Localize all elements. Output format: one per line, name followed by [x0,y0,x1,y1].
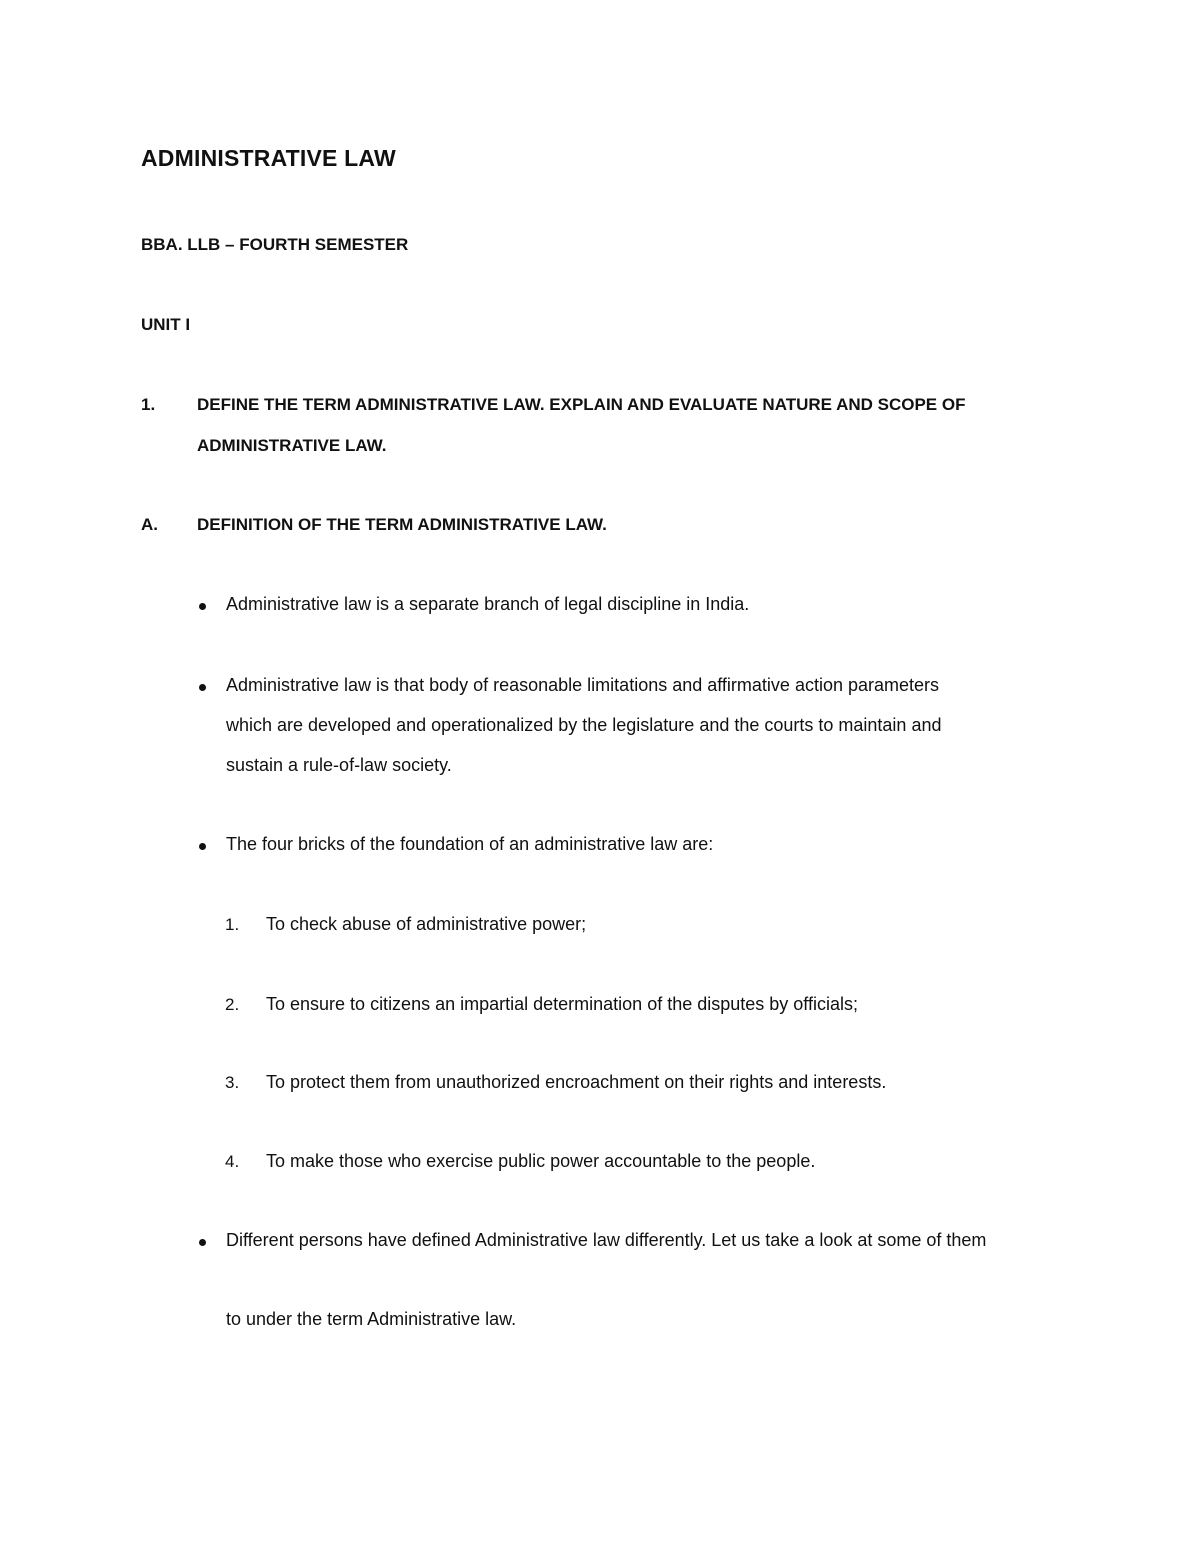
bullet-icon [199,603,206,610]
course-subtitle: BBA. LLB – FOURTH SEMESTER [141,235,409,254]
section-letter: A. [141,515,158,534]
question-number: 1. [141,395,156,414]
bullet-text-line: sustain a rule-of-law society. [226,755,452,775]
bullet-text-line: Different persons have defined Administrative law differently. Let us take a look at some of them [226,1230,987,1250]
question-text-line: DEFINE THE TERM ADMINISTRATIVE LAW. EXPLAIN AND EVALUATE NATURE AND SCOPE OF [197,395,966,414]
bullet-text-line: which are developed and operationalized by the legislature and the courts to maintain and [226,715,942,735]
question-text-line: ADMINISTRATIVE LAW. [197,436,387,455]
list-item-number: 4. [225,1152,240,1171]
bullet-icon [199,1239,206,1246]
bullet-icon [199,843,206,850]
list-item-number: 3. [225,1073,240,1092]
list-item-text: To ensure to citizens an impartial determination of the disputes by officials; [266,994,858,1014]
unit-heading: UNIT I [141,315,191,334]
list-item-text: To make those who exercise public power accountable to the people. [266,1151,816,1171]
bullet-text-line: Administrative law is that body of reasonable limitations and affirmative action parameters [226,675,940,695]
bullet-text-line: Administrative law is a separate branch of legal discipline in India. [226,594,750,614]
bullet-text-line: to under the term Administrative law. [226,1309,517,1329]
list-item-number: 1. [225,915,240,934]
list-item-text: To protect them from unauthorized encroachment on their rights and interests. [266,1072,887,1092]
list-item-text: To check abuse of administrative power; [266,914,587,934]
section-heading: DEFINITION OF THE TERM ADMINISTRATIVE LAW. [197,515,607,534]
bullet-icon [199,684,206,691]
document-title: ADMINISTRATIVE LAW [141,145,396,171]
list-item-number: 2. [225,995,240,1014]
bullet-text-line: The four bricks of the foundation of an administrative law are: [226,834,714,854]
